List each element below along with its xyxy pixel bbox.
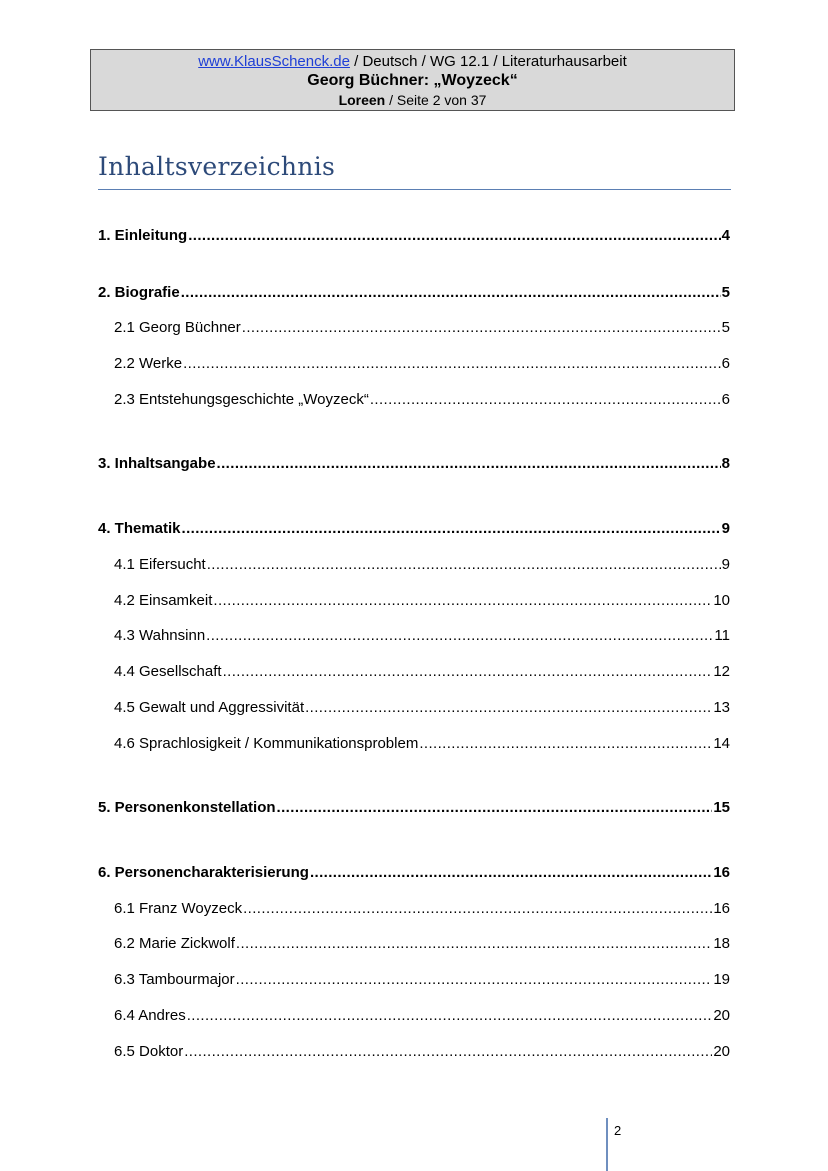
toc-entry-label: 2.3 Entstehungsgeschichte „Woyzeck“ — [114, 391, 369, 408]
toc-entry-label: 6.1 Franz Woyzeck — [114, 900, 243, 917]
toc-entry-label: 1. Einleitung — [98, 227, 188, 244]
dot-leader — [223, 663, 713, 681]
website-link[interactable]: www.KlausSchenck.de — [198, 53, 350, 70]
toc-entry-label: 4. Thematik — [98, 520, 181, 537]
toc-entry-label: 6.3 Tambourmajor — [114, 971, 235, 988]
dot-leader — [207, 556, 721, 574]
toc-entry-page: 16 — [713, 900, 730, 917]
toc-entry-6-4[interactable] — [114, 1007, 730, 1025]
toc-entry-4[interactable] — [98, 520, 730, 538]
toc-entry-2-2[interactable] — [114, 355, 730, 373]
toc-entry-4-2[interactable] — [114, 592, 730, 610]
toc-entry-page: 15 — [713, 799, 730, 816]
toc-entry-4-6[interactable] — [114, 735, 730, 753]
toc-entry-4-5[interactable] — [114, 699, 730, 717]
toc-entry-label: 3. Inhaltsangabe — [98, 455, 216, 472]
toc-entry-6-1[interactable] — [114, 900, 730, 918]
toc-entry-6-5[interactable] — [114, 1043, 730, 1061]
work-title: Georg Büchner: „Woyzeck“ — [307, 72, 518, 89]
toc-entry-page: 6 — [721, 355, 730, 372]
toc-entry-label: 6.5 Doktor — [114, 1043, 184, 1060]
toc-entry-page: 6 — [721, 391, 730, 408]
toc-entry-page: 19 — [713, 971, 730, 988]
toc-entry-6[interactable] — [98, 864, 730, 882]
dot-leader — [188, 227, 720, 245]
toc-entry-page: 16 — [713, 864, 730, 881]
dot-leader — [242, 319, 721, 337]
toc-entry-6-3[interactable] — [114, 971, 730, 989]
toc-entry-label: 6. Personencharakterisierung — [98, 864, 309, 881]
toc-entry-4-4[interactable] — [114, 663, 730, 681]
page-number-bar — [606, 1118, 608, 1171]
toc-entry-page: 12 — [713, 663, 730, 680]
dot-leader — [217, 455, 721, 473]
dot-leader — [181, 284, 721, 302]
toc-entry-page: 14 — [713, 735, 730, 752]
dot-leader — [183, 355, 721, 373]
page-number: 2 — [614, 1123, 622, 1138]
toc-entry-5[interactable] — [98, 799, 730, 817]
toc-entry-label: 4.3 Wahnsinn — [114, 627, 206, 644]
dot-leader — [206, 627, 713, 645]
toc-entry-6-2[interactable] — [114, 935, 730, 953]
dot-leader — [187, 1007, 713, 1025]
toc-entry-page: 9 — [721, 520, 730, 537]
toc-entry-label: 2. Biografie — [98, 284, 180, 301]
dot-leader — [243, 900, 712, 918]
dot-leader — [182, 520, 721, 538]
toc-entry-label: 4.4 Gesellschaft — [114, 663, 222, 680]
toc-title: Inhaltsverzeichnis — [98, 152, 336, 181]
page-info: / Seite 2 von 37 — [385, 92, 487, 108]
dot-leader — [213, 592, 712, 610]
toc-entry-page: 5 — [721, 319, 730, 336]
toc-entry-page: 4 — [721, 227, 730, 244]
toc-entry-page: 5 — [721, 284, 730, 301]
dot-leader — [370, 391, 721, 409]
dot-leader — [277, 799, 713, 817]
toc-entry-2-3[interactable] — [114, 391, 730, 409]
toc-entry-page: 9 — [721, 556, 730, 573]
header-line-3 — [91, 91, 734, 109]
toc-entry-label: 4.6 Sprachlosigkeit / Kommunikationsproblem — [114, 735, 419, 752]
author-name: Loreen — [338, 92, 386, 108]
toc-entry-3[interactable] — [98, 455, 730, 473]
header-line-1 — [91, 53, 734, 71]
toc-entry-4-1[interactable] — [114, 556, 730, 574]
toc-entry-page: 8 — [721, 455, 730, 472]
toc-entry-label: 6.4 Andres — [114, 1007, 186, 1024]
dot-leader — [305, 699, 712, 717]
toc-entry-label: 4.2 Einsamkeit — [114, 592, 213, 609]
document-header — [90, 49, 735, 111]
dot-leader — [236, 935, 712, 953]
toc-entry-page: 13 — [713, 699, 730, 716]
toc-entry-label: 4.5 Gewalt und Aggressivität — [114, 699, 305, 716]
toc-entry-1[interactable] — [98, 227, 730, 245]
dot-leader — [310, 864, 712, 882]
course-info: / Deutsch / WG 12.1 / Literaturhausarbeit — [349, 53, 627, 70]
toc-entry-label: 6.2 Marie Zickwolf — [114, 935, 235, 952]
toc-entry-page: 10 — [713, 592, 730, 609]
toc-entry-page: 18 — [713, 935, 730, 952]
dot-leader — [419, 735, 712, 753]
dot-leader — [236, 971, 713, 989]
toc-entry-label: 2.2 Werke — [114, 355, 183, 372]
toc-entry-label: 5. Personenkonstellation — [98, 799, 276, 816]
toc-entry-4-3[interactable] — [114, 627, 730, 645]
toc-entry-label: 2.1 Georg Büchner — [114, 319, 241, 336]
toc-entry-page: 11 — [714, 627, 730, 644]
toc-entry-page: 20 — [713, 1043, 730, 1060]
title-rule — [98, 189, 731, 190]
toc-entry-2-1[interactable] — [114, 319, 730, 337]
toc-entry-page: 20 — [713, 1007, 730, 1024]
toc-entry-label: 4.1 Eifersucht — [114, 556, 206, 573]
toc-entry-2[interactable] — [98, 284, 730, 302]
dot-leader — [184, 1043, 712, 1061]
